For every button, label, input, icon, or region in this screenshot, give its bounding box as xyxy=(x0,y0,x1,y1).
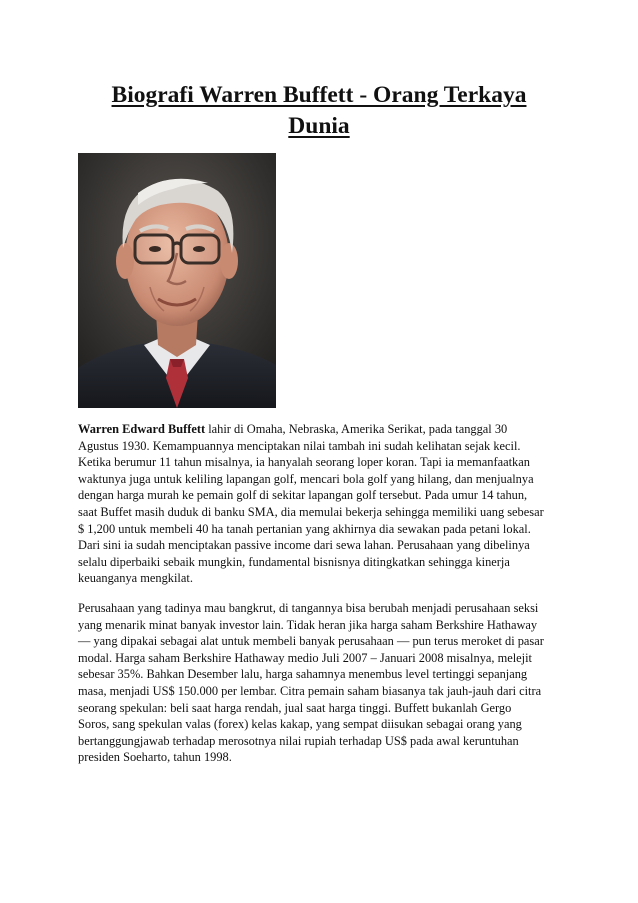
paragraph-1-line: Dari sini ia sudah menciptakan passive income dari sewa lahan. Perusahaan yang dibelinya xyxy=(78,538,530,553)
paragraph-2-line: modal. Harga saham Berkshire Hathaway medio Juli 2007 – Januari 2008 misalnya, melejit xyxy=(78,650,532,665)
paragraph-2-line: yang menarik minat banyak investor lain. Tidak heran jika harga saham Berkshire Hathaway xyxy=(78,617,538,632)
biography-paragraph-1 xyxy=(78,421,564,587)
paragraph-1-line-1: Warren Edward Buffett lahir di Omaha, Nebraska, Amerika Serikat, pada tanggal 30 xyxy=(78,422,508,436)
person-name: Warren Edward Buffett xyxy=(78,422,206,436)
paragraph-2-line: Perusahaan yang tadinya mau bangkrut, di tangannya bisa berubah menjadi perusahaan seksi xyxy=(78,601,539,615)
page-title xyxy=(78,80,560,142)
paragraph-2-line: masa, menjadi US$ 150.000 per lembar. Citra pemain saham biasanya tak jauh-jauh dari citra xyxy=(78,683,542,698)
paragraph-1-line: Ketika berumur 11 tahun misalnya, ia hanyalah seorang loper koran. Tapi ia memanfaatkan xyxy=(78,455,530,470)
title-line-2: Dunia xyxy=(288,113,350,139)
paragraph-1-line: saat Buffet masih duduk di banku SMA, dia memulai bekerja sehingga memiliki uang sebesar xyxy=(78,504,544,519)
paragraph-1-line: selalu diperbaiki sebaik mungkin, fundamental bisnisnya ditingkatkan sehingga kinerja xyxy=(78,554,510,569)
title-line-1: Biografi Warren Buffett - Orang Terkaya xyxy=(111,82,527,108)
paragraph-2-line: sebesar 35%. Bahkan Desember lalu, harga sahamnya menembus level tertinggi sepanjang xyxy=(78,667,528,682)
paragraph-1-line: Agustus 1930. Kemampuannya menciptakan nilai tambah ini sudah kelihatan sejak kecil. xyxy=(78,438,521,453)
paragraph-2-line: Soros, sang spekulan valas (forex) kelas kakap, yang sempat diisukan sebagai orang yang xyxy=(78,717,522,732)
paragraph-2-line: — yang dipakai sebagai alat untuk membeli banyak perusahaan — pun terus meroket di pasar xyxy=(78,634,544,649)
biography-paragraph-2 xyxy=(78,600,564,766)
portrait-photo xyxy=(78,153,276,408)
paragraph-1-line: keuanganya mengkilat. xyxy=(78,571,193,586)
paragraph-1-line: $ 1,200 untuk membeli 40 ha tanah pertanian yang akhirnya dia sewakan pada petani lokal. xyxy=(78,521,531,536)
portrait-illustration xyxy=(78,153,276,408)
paragraph-2-line: presiden Soeharto, tahun 1998. xyxy=(78,750,232,765)
paragraph-2-line: seorang spekulan: beli saat harga rendah, jual saat harga tinggi. Buffett bukanlah Gergo xyxy=(78,700,512,715)
paragraph-1-line: waktunya juga untuk keliling lapangan golf, mencari bola golf yang hilang, dan menjualnya xyxy=(78,471,534,486)
paragraph-2-line: bertanggungjawab terhadap merosotnya nilai rupiah terhadap US$ pada awal keruntuhan xyxy=(78,733,519,748)
paragraph-1-line: dengan harga murah ke pemain golf di sekitar lapangan golf tersebut. Pada umur 14 tahun, xyxy=(78,488,528,503)
